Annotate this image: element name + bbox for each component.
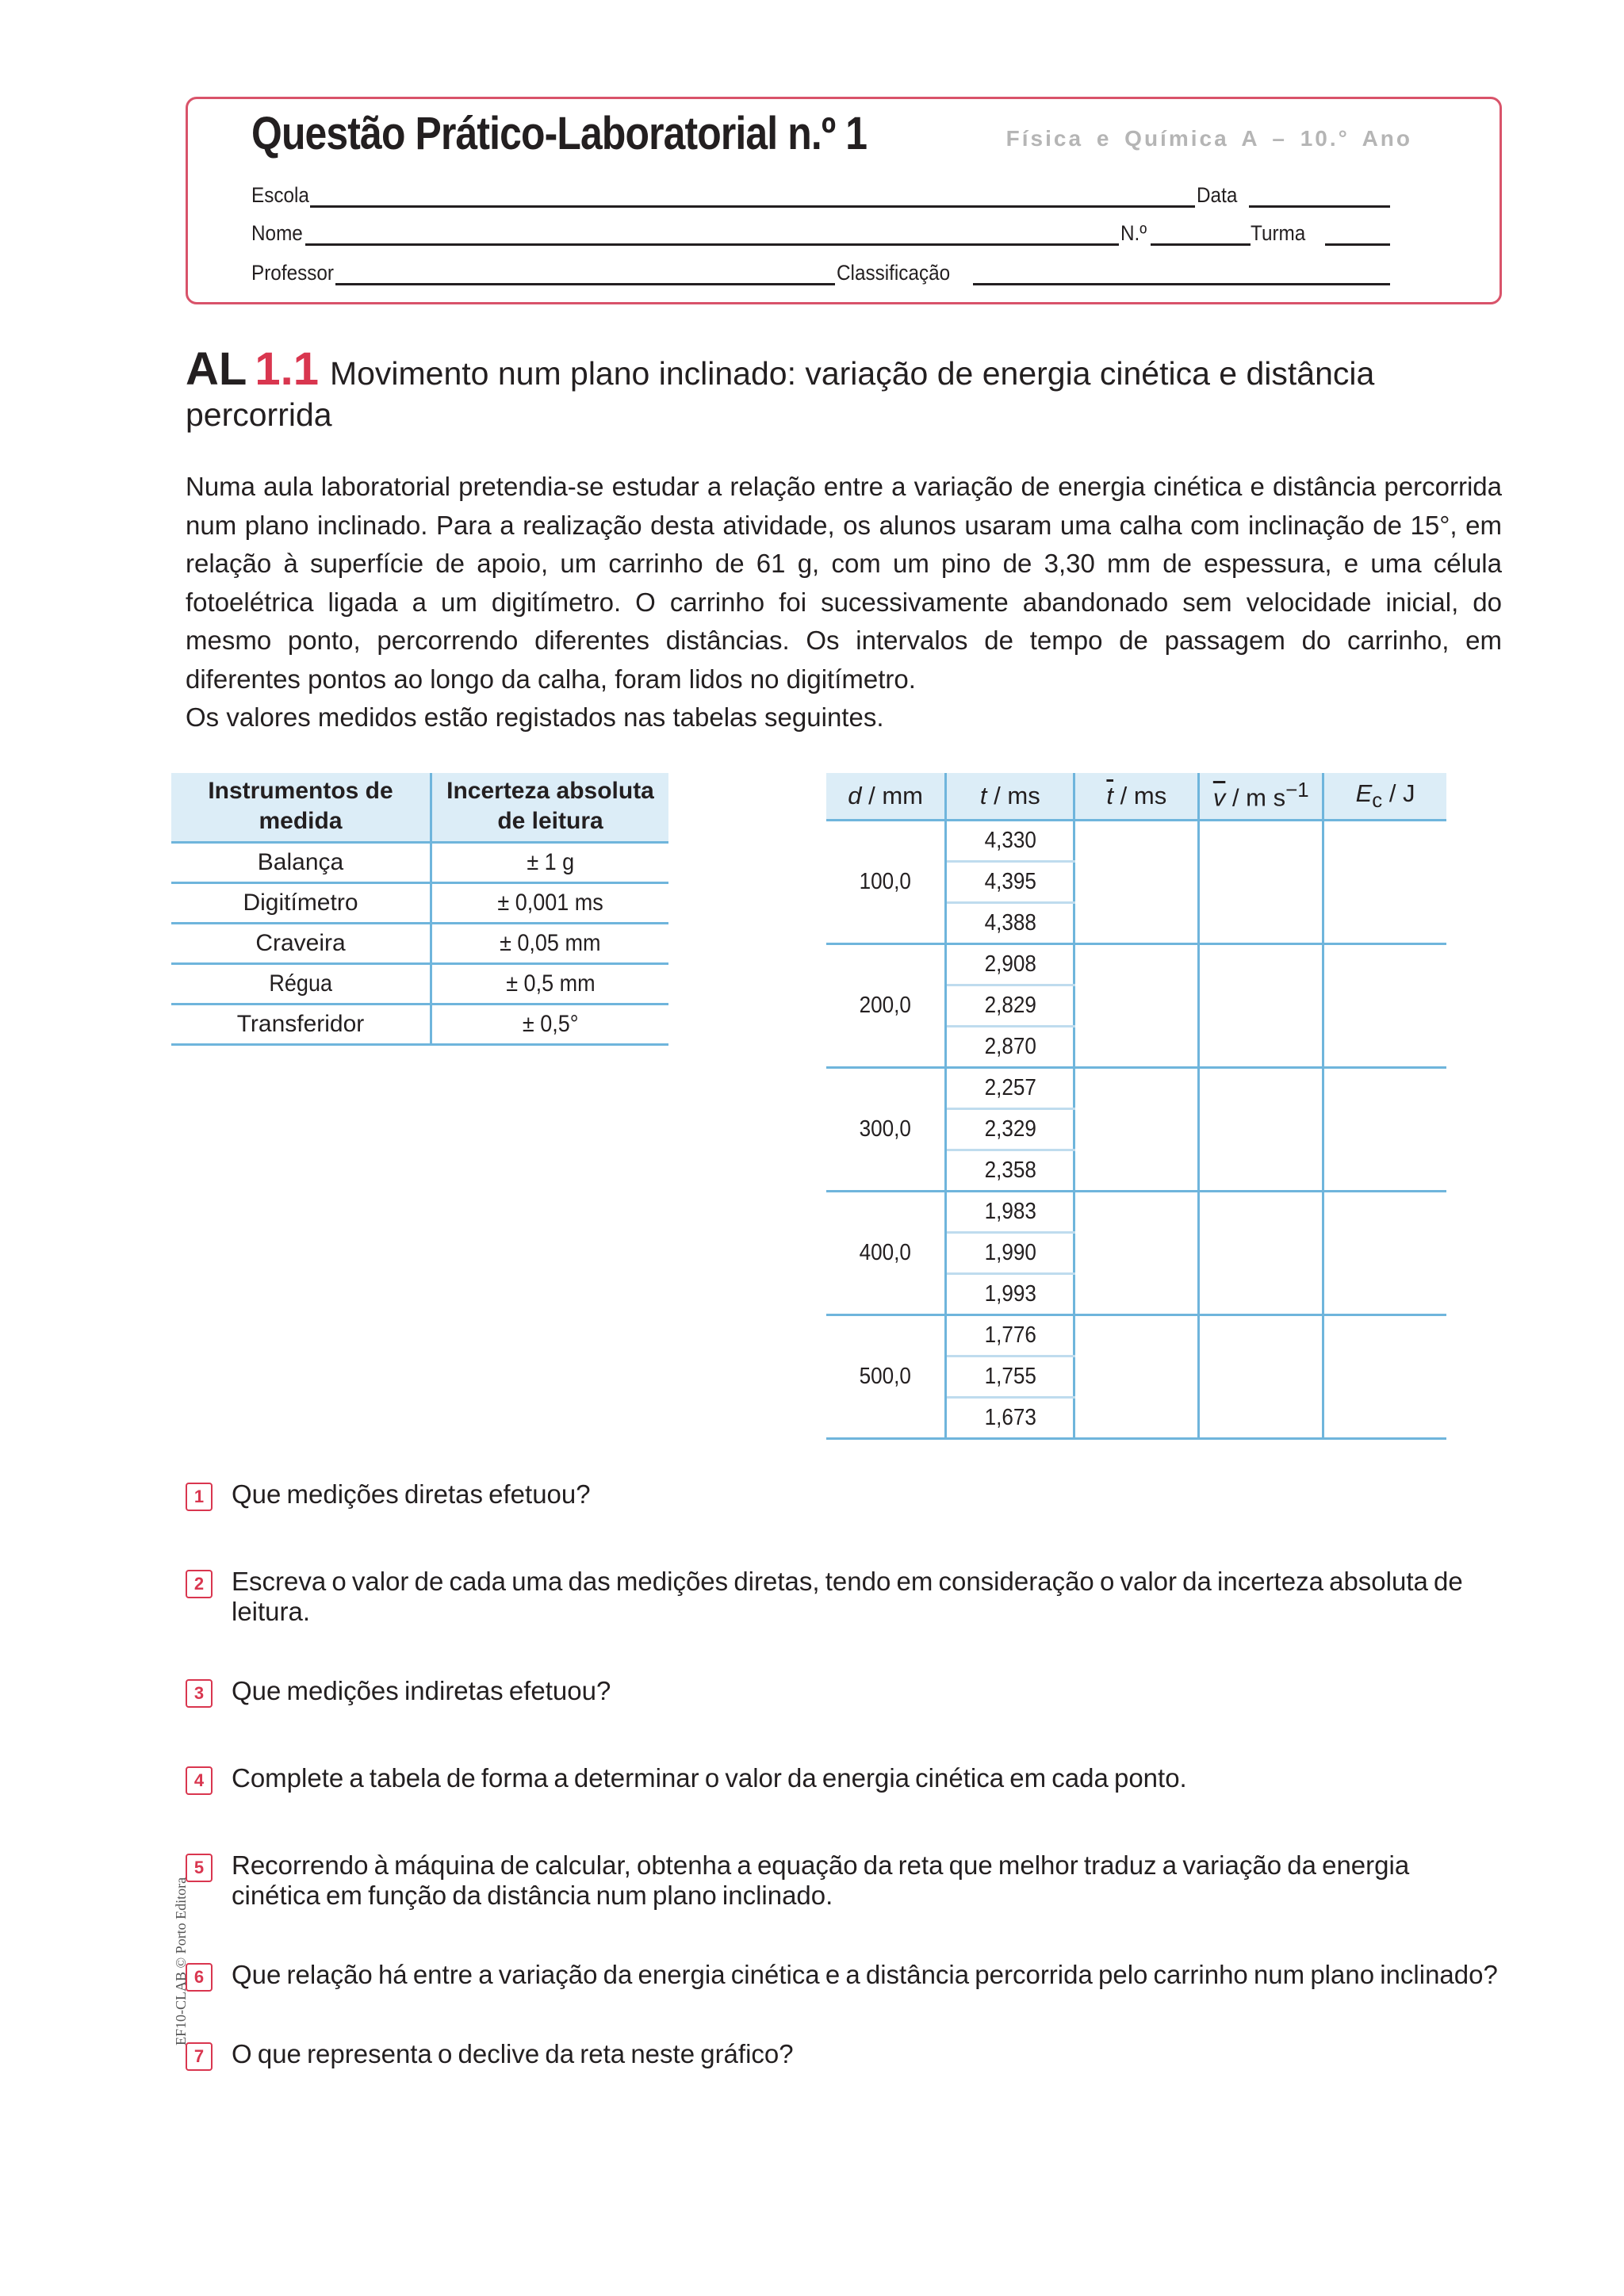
number-label: N.º	[1120, 221, 1147, 245]
kinetic-energy-cell[interactable]	[1323, 1315, 1446, 1439]
school-label: Escola	[251, 183, 309, 207]
instrument-cell: Digitímetro	[171, 883, 431, 924]
velocity-exponent: −1	[1285, 779, 1309, 802]
distance-cell	[826, 944, 946, 1068]
distance-value: 500,0	[859, 1364, 912, 1389]
time-cell	[946, 1068, 1074, 1109]
velocity-cell[interactable]	[1199, 1192, 1323, 1315]
table-row	[171, 924, 668, 964]
distance-value: 200,0	[859, 993, 912, 1018]
uncertainty-value: ± 0,001 ms	[497, 890, 603, 916]
time-column-header	[946, 773, 1074, 821]
time-cell	[946, 944, 1074, 985]
intro-text	[186, 468, 1502, 737]
velocity-column-header	[1199, 773, 1323, 821]
time-cell	[946, 1274, 1074, 1315]
question-text: Complete a tabela de forma a determinar o valor da energia cinética em cada ponto.	[232, 1763, 1187, 1793]
question-number-badge: 1	[186, 1483, 213, 1511]
instrument-value: Régua	[269, 970, 332, 997]
time-cell	[946, 1150, 1074, 1192]
activity-title-continued: percorrida	[186, 396, 332, 433]
time-cell	[946, 1109, 1074, 1150]
time-value: 2,257	[984, 1075, 1036, 1100]
mean-time-cell[interactable]	[1074, 821, 1199, 944]
activity-heading	[186, 342, 1374, 396]
time-value: 1,755	[984, 1364, 1036, 1389]
time-value: 1,983	[984, 1199, 1036, 1224]
instrument-column-header: Instrumentos de medida	[171, 773, 431, 843]
table-row	[171, 883, 668, 924]
velocity-unit: / m s	[1225, 783, 1286, 812]
time-value: 4,330	[984, 828, 1036, 853]
name-field[interactable]	[305, 243, 1119, 246]
publisher-credit: EF10-CLAB © Porto Editora	[173, 1877, 189, 2045]
mean-time-symbol: $\overline{t}$	[1106, 782, 1114, 809]
mean-time-cell[interactable]	[1074, 1068, 1199, 1192]
mean-time-cell[interactable]	[1074, 944, 1199, 1068]
question-number-badge: 7	[186, 2042, 213, 2071]
question-text: Que relação há entre a variação da energia cinética e a distância percorrida pelo carrinho num plano inclinado?	[232, 1960, 1498, 1989]
date-field[interactable]	[1249, 205, 1390, 208]
question-text: Que medições indiretas efetuou?	[232, 1676, 611, 1705]
uncertainty-column-header: Incerteza absoluta de leitura	[431, 773, 669, 843]
worksheet-title: Questão Prático-Laboratorial n.º 1	[251, 108, 868, 159]
teacher-field[interactable]	[335, 283, 835, 285]
time-cell	[946, 1398, 1074, 1439]
kinetic-energy-column-header	[1323, 773, 1446, 821]
kinetic-energy-cell[interactable]	[1323, 944, 1446, 1068]
kinetic-energy-subscript: c	[1372, 790, 1383, 813]
table-header-row	[826, 773, 1446, 821]
time-value: 2,870	[984, 1034, 1036, 1059]
kinetic-energy-cell[interactable]	[1323, 1068, 1446, 1192]
distance-cell	[826, 1192, 946, 1315]
time-value: 1,993	[984, 1281, 1036, 1307]
mean-time-cell[interactable]	[1074, 1192, 1199, 1315]
time-value: 2,358	[984, 1158, 1036, 1183]
grade-label: Classificação	[837, 261, 951, 285]
time-value: 1,776	[984, 1322, 1036, 1348]
class-field[interactable]	[1325, 243, 1390, 246]
mean-time-unit: / ms	[1113, 782, 1167, 809]
distance-column-header	[826, 773, 946, 821]
table-row	[171, 1004, 668, 1045]
table-row	[171, 843, 668, 883]
intro-paragraph-tables: Os valores medidos estão registados nas tabelas seguintes.	[186, 702, 884, 732]
uncertainty-cell	[431, 883, 669, 924]
grade-field[interactable]	[973, 283, 1390, 285]
distance-value: 100,0	[859, 869, 912, 894]
table-row	[826, 944, 1446, 985]
school-field[interactable]	[310, 205, 1195, 208]
time-cell	[946, 862, 1074, 903]
time-cell	[946, 903, 1074, 944]
time-cell	[946, 985, 1074, 1027]
question-number-badge: 2	[186, 1570, 213, 1598]
table-row	[826, 1068, 1446, 1109]
question-text: Escreva o valor de cada uma das medições diretas, tendo em consideração o valor da incerteza absoluta de leitura.	[232, 1567, 1463, 1626]
time-value: 1,990	[984, 1240, 1036, 1265]
subject-label: Física e Química A – 10.° Ano	[1005, 126, 1412, 151]
uncertainty-value: ± 1 g	[527, 849, 574, 875]
time-cell	[946, 1192, 1074, 1233]
class-label: Turma	[1251, 221, 1306, 245]
question-number-badge: 4	[186, 1766, 213, 1795]
distance-cell	[826, 1315, 946, 1439]
time-value: 1,673	[984, 1405, 1036, 1430]
question-number-badge: 3	[186, 1679, 213, 1708]
time-cell	[946, 1233, 1074, 1274]
table-row	[826, 821, 1446, 862]
time-value: 4,388	[984, 910, 1036, 936]
uncertainty-cell	[431, 843, 669, 883]
table-row	[171, 964, 668, 1004]
kinetic-energy-cell[interactable]	[1323, 1192, 1446, 1315]
number-field[interactable]	[1151, 243, 1251, 246]
mean-time-cell[interactable]	[1074, 1315, 1199, 1439]
instrument-cell: Transferidor	[171, 1004, 431, 1045]
velocity-cell[interactable]	[1199, 1068, 1323, 1192]
measurements-table	[826, 773, 1446, 1440]
distance-cell	[826, 821, 946, 944]
distance-cell	[826, 1068, 946, 1192]
time-value: 2,329	[984, 1116, 1036, 1142]
velocity-cell[interactable]	[1199, 1315, 1323, 1439]
time-value: 2,908	[984, 951, 1036, 977]
table-header-row	[171, 773, 668, 843]
header-box	[186, 97, 1502, 304]
date-label: Data	[1197, 183, 1238, 207]
velocity-cell[interactable]	[1199, 944, 1323, 1068]
question-number-badge: 5	[186, 1854, 213, 1882]
kinetic-energy-cell[interactable]	[1323, 821, 1446, 944]
teacher-label: Professor	[251, 261, 334, 285]
name-label: Nome	[251, 221, 303, 245]
time-value: 4,395	[984, 869, 1036, 894]
instrument-cell	[171, 964, 431, 1004]
time-symbol: t	[979, 782, 987, 809]
activity-title: Movimento num plano inclinado: variação de energia cinética e distância	[329, 355, 1375, 392]
time-cell	[946, 821, 1074, 862]
activity-number: 1.1	[255, 343, 319, 395]
mean-time-column-header	[1074, 773, 1199, 821]
time-cell	[946, 1027, 1074, 1068]
instruments-table	[171, 773, 668, 1046]
uncertainty-cell	[431, 1004, 669, 1045]
activity-prefix: AL	[186, 343, 247, 395]
intro-paragraph: Numa aula laboratorial pretendia-se estudar a relação entre a variação de energia cinética e distância percorrida num plano inclinado. Para a realização desta atividade, os alunos usaram uma calha com inclinação de 15°, em relação à superfície de apoio, um carrinho de 61 g, com um pino de 3,30 mm de espessura, e uma célula fotoelétrica ligada a um digitímetro. O carrinho foi sucessivamente abandonado sem velocidade inicial, do mesmo ponto, percorrendo diferentes distâncias. Os intervalos de tempo de passagem do carrinho, em diferentes pontos ao longo da calha, foram lidos no digitímetro.	[186, 472, 1502, 694]
question-text: O que representa o declive da reta neste gráfico?	[232, 2039, 794, 2068]
time-cell	[946, 1357, 1074, 1398]
time-cell	[946, 1315, 1074, 1357]
kinetic-energy-unit: / J	[1382, 779, 1415, 807]
distance-symbol: d	[848, 782, 862, 809]
table-row	[826, 1192, 1446, 1233]
uncertainty-value: ± 0,5°	[522, 1011, 579, 1037]
question-text: Que medições diretas efetuou?	[232, 1479, 591, 1509]
uncertainty-cell	[431, 924, 669, 964]
kinetic-energy-symbol: E	[1355, 779, 1373, 807]
velocity-cell[interactable]	[1199, 821, 1323, 944]
time-value: 2,829	[984, 993, 1036, 1018]
question-text: Recorrendo à máquina de calcular, obtenha a equação da reta que melhor traduz a variação da energia cinética em função da distância num plano inclinado.	[232, 1850, 1410, 1910]
instrument-cell: Balança	[171, 843, 431, 883]
uncertainty-value: ± 0,05 mm	[500, 930, 601, 956]
distance-unit: / mm	[861, 782, 923, 809]
question-number-badge: 6	[186, 1963, 213, 1992]
uncertainty-value: ± 0,5 mm	[505, 970, 596, 997]
distance-value: 400,0	[859, 1240, 912, 1265]
distance-value: 300,0	[859, 1116, 912, 1142]
instrument-cell: Craveira	[171, 924, 431, 964]
velocity-symbol: $\overline{v}$	[1212, 783, 1226, 812]
time-unit: / ms	[986, 782, 1040, 809]
uncertainty-cell	[431, 964, 669, 1004]
table-row	[826, 1315, 1446, 1357]
